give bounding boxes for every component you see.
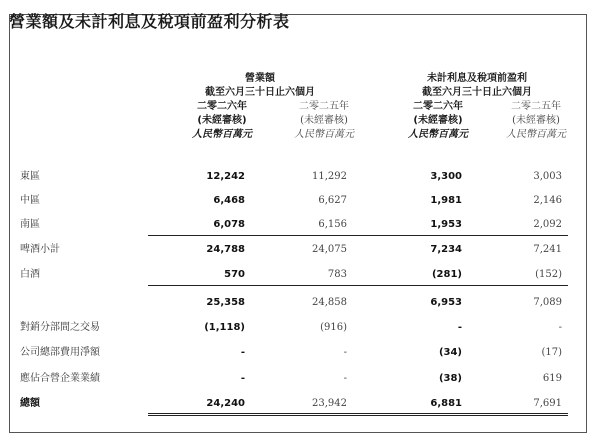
unaudited-label: (未經審核) [197, 115, 247, 126]
revenue-2025-value: 24,075 [312, 244, 347, 255]
row-label: 啤酒小計 [20, 244, 60, 255]
revenue-2025-value: 6,627 [318, 195, 347, 206]
row-label: 南區 [20, 219, 40, 230]
profit-2025-value: (152) [535, 269, 562, 280]
revenue-2025-value: 11,292 [312, 171, 347, 182]
total-rule [148, 285, 568, 286]
revenue-2026-value: - [240, 373, 245, 384]
profit-2026-value: 6,881 [430, 398, 462, 409]
profit-2025-value: 7,089 [533, 297, 562, 308]
year-label: 二零二六年 [413, 101, 463, 112]
profit-2025-value: 2,092 [533, 219, 562, 230]
col-revenue-2025 [284, 100, 364, 142]
row-label: 白酒 [20, 269, 40, 280]
revenue-2025-value: (916) [320, 322, 347, 333]
row-label: 公司總部費用淨額 [20, 347, 100, 358]
profit-2026-value: 3,300 [430, 171, 462, 182]
unaudited-label: (未經審核) [512, 115, 560, 126]
revenue-2025-value: 783 [327, 269, 347, 280]
revenue-2026-value: - [240, 347, 245, 358]
table-row-central [0, 194, 600, 208]
unit-label: 人民幣百萬元 [408, 129, 468, 140]
unaudited-label: (未經審核) [300, 115, 348, 126]
table-row-south [0, 218, 600, 232]
grand-total-double-rule [148, 413, 568, 416]
revenue-title: 營業額 [245, 73, 275, 84]
profit-2025-value: (17) [541, 347, 562, 358]
year-label: 二零二六年 [197, 101, 247, 112]
revenue-2026-value: 24,240 [206, 398, 245, 409]
profit-period: 截至六月三十日止六個月 [422, 87, 532, 98]
profit-2025-value: 7,241 [533, 244, 562, 255]
profit-2026-value: 6,953 [430, 297, 462, 308]
revenue-period: 截至六月三十日止六個月 [205, 87, 315, 98]
revenue-2026-value: 6,468 [213, 195, 245, 206]
revenue-2026-value: 12,242 [206, 171, 245, 182]
profit-2025-value: - [558, 322, 562, 333]
col-profit-2025 [496, 100, 576, 142]
col-revenue-2026 [182, 100, 262, 142]
year-label: 二零二五年 [511, 101, 561, 112]
col-profit-2026 [398, 100, 478, 142]
table-row-hq-expenses [0, 346, 600, 360]
row-label: 中區 [20, 195, 40, 206]
revenue-2026-value: 25,358 [206, 297, 245, 308]
revenue-2025-value: - [343, 347, 347, 358]
table-row-east [0, 170, 600, 184]
revenue-2025-value: 23,942 [312, 398, 347, 409]
unaudited-label: (未經審核) [413, 115, 463, 126]
profit-2026-value: 7,234 [430, 244, 462, 255]
table-row-baijiu [0, 268, 600, 282]
revenue-2025-value: 24,858 [312, 297, 347, 308]
profit-2026-value: (38) [438, 373, 462, 384]
unit-label: 人民幣百萬元 [294, 129, 354, 140]
page-title: 營業額及未計利息及稅項前盈利分析表 [9, 12, 290, 31]
year-label: 二零二五年 [299, 101, 349, 112]
row-label: 應佔合營企業業績 [20, 373, 100, 384]
table-row-grand-total [0, 397, 600, 411]
revenue-group-header [175, 72, 345, 100]
profit-2025-value: 7,691 [533, 398, 562, 409]
revenue-2025-value: 6,156 [318, 219, 347, 230]
row-label: 東區 [20, 171, 40, 182]
profit-2026-value: (281) [431, 269, 462, 280]
profit-2025-value: 619 [542, 373, 562, 384]
profit-title: 未計利息及稅項前盈利 [427, 73, 527, 84]
table-row-segment-total [0, 296, 600, 310]
profit-group-header [392, 72, 562, 100]
revenue-2025-value: - [343, 373, 347, 384]
row-label: 對銷分部間之交易 [20, 322, 100, 333]
revenue-2026-value: (1,118) [204, 322, 245, 333]
profit-2025-value: 3,003 [533, 171, 562, 182]
profit-2026-value: - [457, 322, 462, 333]
subtotal-rule [148, 235, 568, 236]
profit-2026-value: 1,953 [430, 219, 462, 230]
revenue-2026-value: 6,078 [213, 219, 245, 230]
revenue-2026-value: 570 [224, 269, 245, 280]
unit-label: 人民幣百萬元 [506, 129, 566, 140]
table-row-beer-subtotal [0, 243, 600, 257]
revenue-2026-value: 24,788 [206, 244, 245, 255]
table-row-joint-ventures [0, 372, 600, 386]
profit-2026-value: (34) [438, 347, 462, 358]
profit-2025-value: 2,146 [533, 195, 562, 206]
unit-label: 人民幣百萬元 [192, 129, 252, 140]
table-row-intersegment [0, 321, 600, 335]
profit-2026-value: 1,981 [430, 195, 462, 206]
row-label: 總額 [20, 398, 40, 409]
